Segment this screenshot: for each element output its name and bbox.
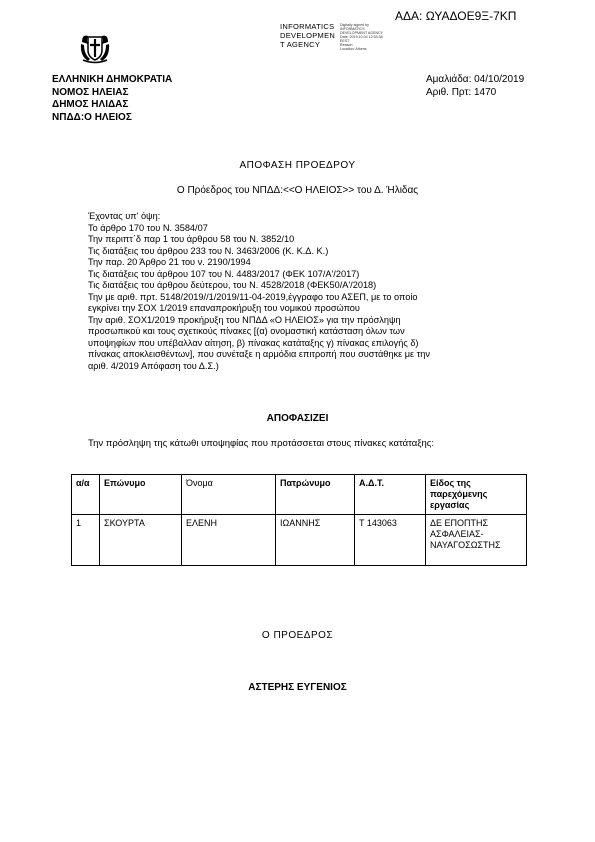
signature-line: Location: Athens bbox=[340, 47, 367, 51]
date-block bbox=[426, 74, 524, 99]
decision-heading: ΑΠΟΦΑΣΙΖΕΙ bbox=[266, 413, 329, 424]
document-date: Αμαλιάδα: 04/10/2019 bbox=[426, 74, 525, 85]
cell-surname: ΣΚΟΥΡΤΑ bbox=[100, 515, 182, 566]
signature-line: EEST bbox=[340, 39, 350, 43]
president-name: ΑΣΤΕΡΗΣ ΕΥΓΕΝΙΟΣ bbox=[248, 682, 347, 693]
ada-code: ΑΔΑ: ΩΥΑΔΟΕ9Ξ-7ΚΠ bbox=[395, 9, 517, 23]
cell-id: Τ 143063 bbox=[355, 515, 426, 566]
logo-line: DEVELOPMEN bbox=[280, 31, 336, 40]
document-subtitle: Ο Πρόεδρος του ΝΠΔΔ:<<Ο ΗΛΕΙΟΣ>> του Δ. Ήλιδας bbox=[176, 185, 419, 196]
body-line: Το άρθρο 170 του Ν. 3584/07 bbox=[88, 222, 208, 233]
cell-name: ΕΛΕΝΗ bbox=[182, 515, 276, 566]
col-header-father-name: Πατρώνυμο bbox=[276, 475, 355, 515]
issuer-line: ΕΛΛΗΝΙΚΗ ΔΗΜΟΚΡΑΤΙΑ bbox=[52, 74, 173, 85]
considerations-block bbox=[88, 211, 518, 372]
cell-father-name: ΙΩΑΝΝΗΣ bbox=[276, 515, 355, 566]
col-header-name: Όνομα bbox=[182, 475, 276, 515]
issuer-line: ΔΗΜΟΣ ΗΛΙΔΑΣ bbox=[52, 99, 129, 110]
signature-line: Digitally signed by bbox=[340, 23, 369, 27]
logo-line: T AGENCY bbox=[280, 40, 321, 49]
appointment-table bbox=[71, 474, 527, 566]
cell-job-type: ΔΕ ΕΠΟΠΤΗΣ ΑΣΦΑΛΕΙΑΣ-ΝΑΥΑΓΟΣΩΣΤΗΣ bbox=[426, 515, 527, 566]
table-header-row bbox=[72, 475, 527, 515]
signature-line: Date: 2019.10.04 12:53:38 bbox=[340, 35, 383, 39]
issuer-line: ΝΠΔΔ:Ο ΗΛΕΙΟΣ bbox=[52, 111, 132, 123]
decision-intro: Την πρόσληψη της κάτωθι υποψηφίας που προτάσσεται στους πίνακες κατάταξης: bbox=[88, 438, 434, 449]
body-line: Την περιπτ΄δ παρ 1 του άρθρου 58 του Ν. 3852/10 bbox=[88, 234, 295, 244]
document-title: ΑΠΟΦΑΣΗ ΠΡΟΕΔΡΟΥ bbox=[239, 160, 356, 171]
body-line: Την με αριθ. πρτ. 5148/2019//1/2019/11-04-2019,έγγραφο του ΑΣΕΠ, με το οποίο bbox=[88, 291, 418, 302]
body-line: εγκρίνει την ΣΟΧ 1/2019 επαναπροκήρυξη του νομικού προσώπου bbox=[88, 303, 360, 313]
protocol-number: Αριθ. Πρτ: 1470 bbox=[426, 86, 497, 98]
body-line: υποψηφίων που υπέβαλλαν αίτηση, β) πίνακας κατάταξης γ) πίνακας επιλογής δ) bbox=[88, 337, 419, 348]
col-header-job-type: Είδος της παρεχόμενης εργασίας bbox=[426, 475, 527, 515]
body-line: Τις διατάξεις του άρθρου δεύτερου, του Ν. 4528/2018 (ΦΕΚ50/Α'/2018) bbox=[88, 280, 377, 290]
body-line: προσωπικού και τους σχετικούς πίνακες [(α) ονομαστική κατάσταση όλων των bbox=[88, 326, 405, 336]
body-line: Τις διατάξεις του άρθρου 233 του Ν. 3463/2006 (Κ. Κ.Δ. Κ.) bbox=[88, 245, 329, 256]
col-header-id: Α.Δ.Τ. bbox=[355, 475, 426, 515]
table-row bbox=[72, 515, 527, 566]
body-line: αριθ. 4/2019 Απόφαση του Δ.Σ.) bbox=[88, 360, 219, 371]
greek-coat-of-arms-icon bbox=[78, 30, 112, 64]
issuer-block bbox=[52, 74, 172, 124]
col-header-surname: Επώνυμο bbox=[100, 475, 182, 515]
body-line: Την αριθ. ΣΟΧ1/2019 προκήρυξη του ΝΠΔΔ «Ο ΗΛΕΙΟΣ» για την πρόσληψη bbox=[88, 314, 401, 325]
body-line: πίνακας αποκλεισθέντων], που συνέταξε η αρμόδια επιτροπή που συστάθηκε με την bbox=[88, 349, 430, 359]
body-line: Τις διατάξεις του άρθρου 107 του Ν. 4483/2017 (ΦΕΚ 107/Α'/2017) bbox=[88, 268, 360, 279]
president-label: Ο ΠΡΟΕΔΡΟΣ bbox=[261, 630, 334, 641]
cell-aa: 1 bbox=[72, 515, 100, 566]
digital-signature-text bbox=[340, 23, 383, 51]
issuer-line: ΝΟΜΟΣ ΗΛΕΙΑΣ bbox=[52, 86, 129, 98]
body-line: Έχοντας υπ' όψη: bbox=[88, 211, 161, 221]
body-line: Την παρ. 20 Άρθρο 21 του ν. 2190/1994 bbox=[88, 257, 251, 267]
col-header-aa: α/α bbox=[72, 475, 100, 515]
logo-line: INFORMATICS bbox=[280, 22, 335, 31]
signature-line: INFORMATICS bbox=[340, 27, 365, 31]
logo-text bbox=[280, 22, 335, 49]
signature-line: Reason: bbox=[340, 43, 354, 47]
signature-line: DEVELOPMENT AGENCY bbox=[340, 31, 384, 35]
